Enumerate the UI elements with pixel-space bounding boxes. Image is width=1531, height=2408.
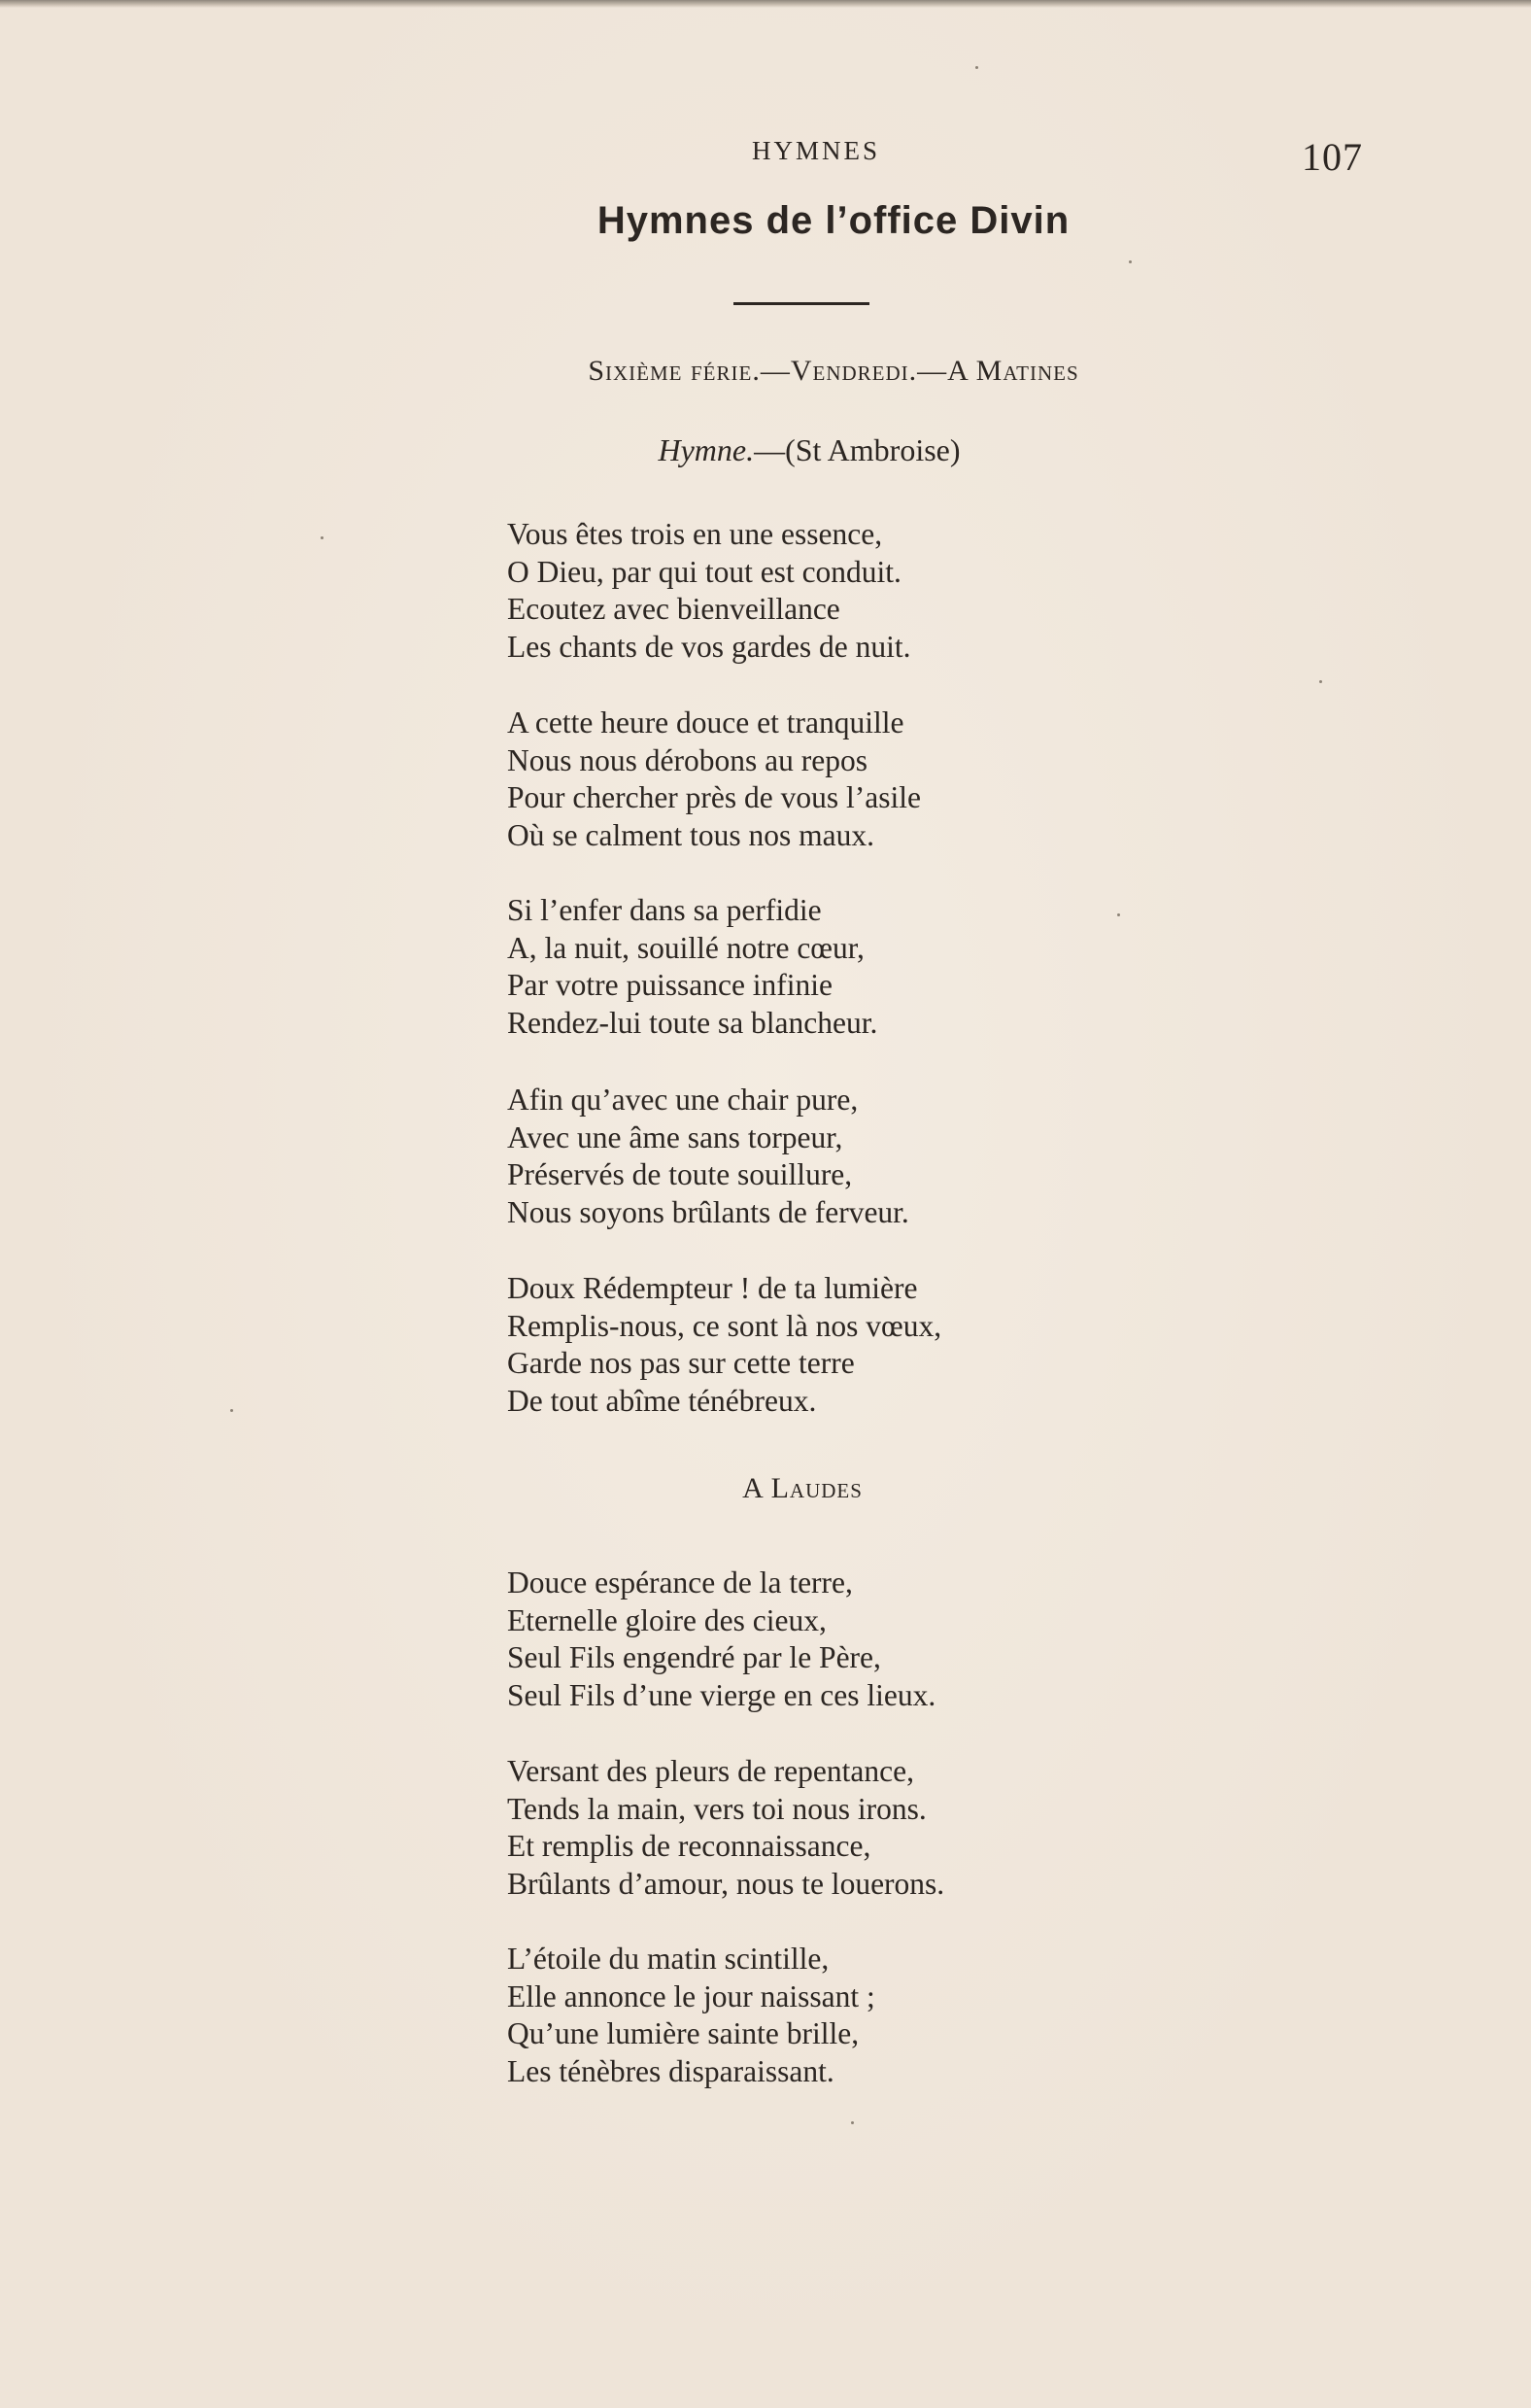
verse-line: Remplis-nous, ce sont là nos vœux, (507, 1308, 942, 1343)
verse-line: Qu’une lumière sainte brille, (507, 2016, 860, 2050)
verse-line: Tends la main, vers toi nous irons. (507, 1791, 927, 1826)
paper-speck (1117, 913, 1120, 916)
paper-speck (321, 536, 323, 539)
page-top-edge (0, 0, 1531, 8)
verse-line: Seul Fils engendré par le Père, (507, 1640, 881, 1674)
paper-speck (1129, 260, 1132, 263)
verse-line: Avec une âme sans torpeur, (507, 1119, 843, 1154)
paper-speck (230, 1409, 233, 1412)
stanza (507, 1082, 909, 1231)
hymn-label (0, 432, 1531, 468)
verse-line: Si l’enfer dans sa perfidie (507, 893, 822, 927)
paper-speck (1319, 680, 1322, 683)
stanza (507, 1270, 941, 1420)
paper-speck (851, 2121, 854, 2124)
stanza (507, 1565, 936, 1714)
verse-line: L’étoile du matin scintille, (507, 1942, 830, 1976)
verse-line: O Dieu, par qui tout est conduit. (507, 554, 902, 589)
verse-line: A, la nuit, souillé notre cœur, (507, 930, 865, 965)
verse-line: Ecoutez avec bienveillance (507, 592, 840, 626)
verse-line: Versant des pleurs de repentance, (507, 1754, 914, 1788)
hymn-label-italic: Hymne. (658, 432, 755, 467)
verse-line: Afin qu’avec une chair pure, (507, 1083, 859, 1117)
section-heading-laudes: A Laudes (742, 1472, 863, 1504)
verse-line: Rendez-lui toute sa blancheur. (507, 1005, 878, 1040)
hymn-label-attribution: —(St Ambroise) (754, 432, 961, 467)
section-heading-matines: Sixième férie.—Vendredi.—A Matines (588, 355, 1079, 387)
paper-speck (975, 66, 978, 69)
stanza (507, 705, 921, 854)
verse-line: A cette heure douce et tranquille (507, 705, 904, 740)
page-title: Hymnes de l’office Divin (596, 199, 1071, 242)
verse-line: Pour chercher près de vous l’asile (507, 780, 921, 814)
verse-line: Eternelle gloire des cieux, (507, 1602, 827, 1637)
verse-line: Elle annonce le jour naissant ; (507, 1978, 875, 2013)
verse-line: Où se calment tous nos maux. (507, 817, 874, 852)
page-number: 107 (1302, 135, 1363, 179)
verse-line: Vous êtes trois en une essence, (507, 517, 883, 551)
verse-line: Préservés de toute souillure, (507, 1157, 853, 1191)
stanza (507, 1941, 875, 2090)
verse-line: Seul Fils d’une vierge en ces lieux. (507, 1677, 936, 1712)
verse-line: De tout abîme ténébreux. (507, 1383, 817, 1418)
title-rule (733, 302, 869, 305)
verse-line: Et remplis de reconnaissance, (507, 1829, 871, 1863)
stanza (507, 1753, 944, 1903)
verse-line: Par votre puissance infinie (507, 968, 834, 1002)
running-head: HYMNES (751, 136, 880, 165)
verse-line: Les chants de vos gardes de nuit. (507, 629, 911, 664)
verse-line: Nous soyons brûlants de ferveur. (507, 1194, 909, 1229)
verse-line: Doux Rédempteur ! de ta lumière (507, 1271, 918, 1305)
verse-line: Les ténèbres disparaissant. (507, 2053, 834, 2088)
verse-line: Garde nos pas sur cette terre (507, 1346, 855, 1380)
verse-line: Nous nous dérobons au repos (507, 742, 868, 777)
verse-line: Brûlants d’amour, nous te louerons. (507, 1866, 945, 1901)
stanza (507, 892, 877, 1042)
stanza (507, 516, 911, 666)
verse-line: Douce espérance de la terre, (507, 1565, 853, 1600)
